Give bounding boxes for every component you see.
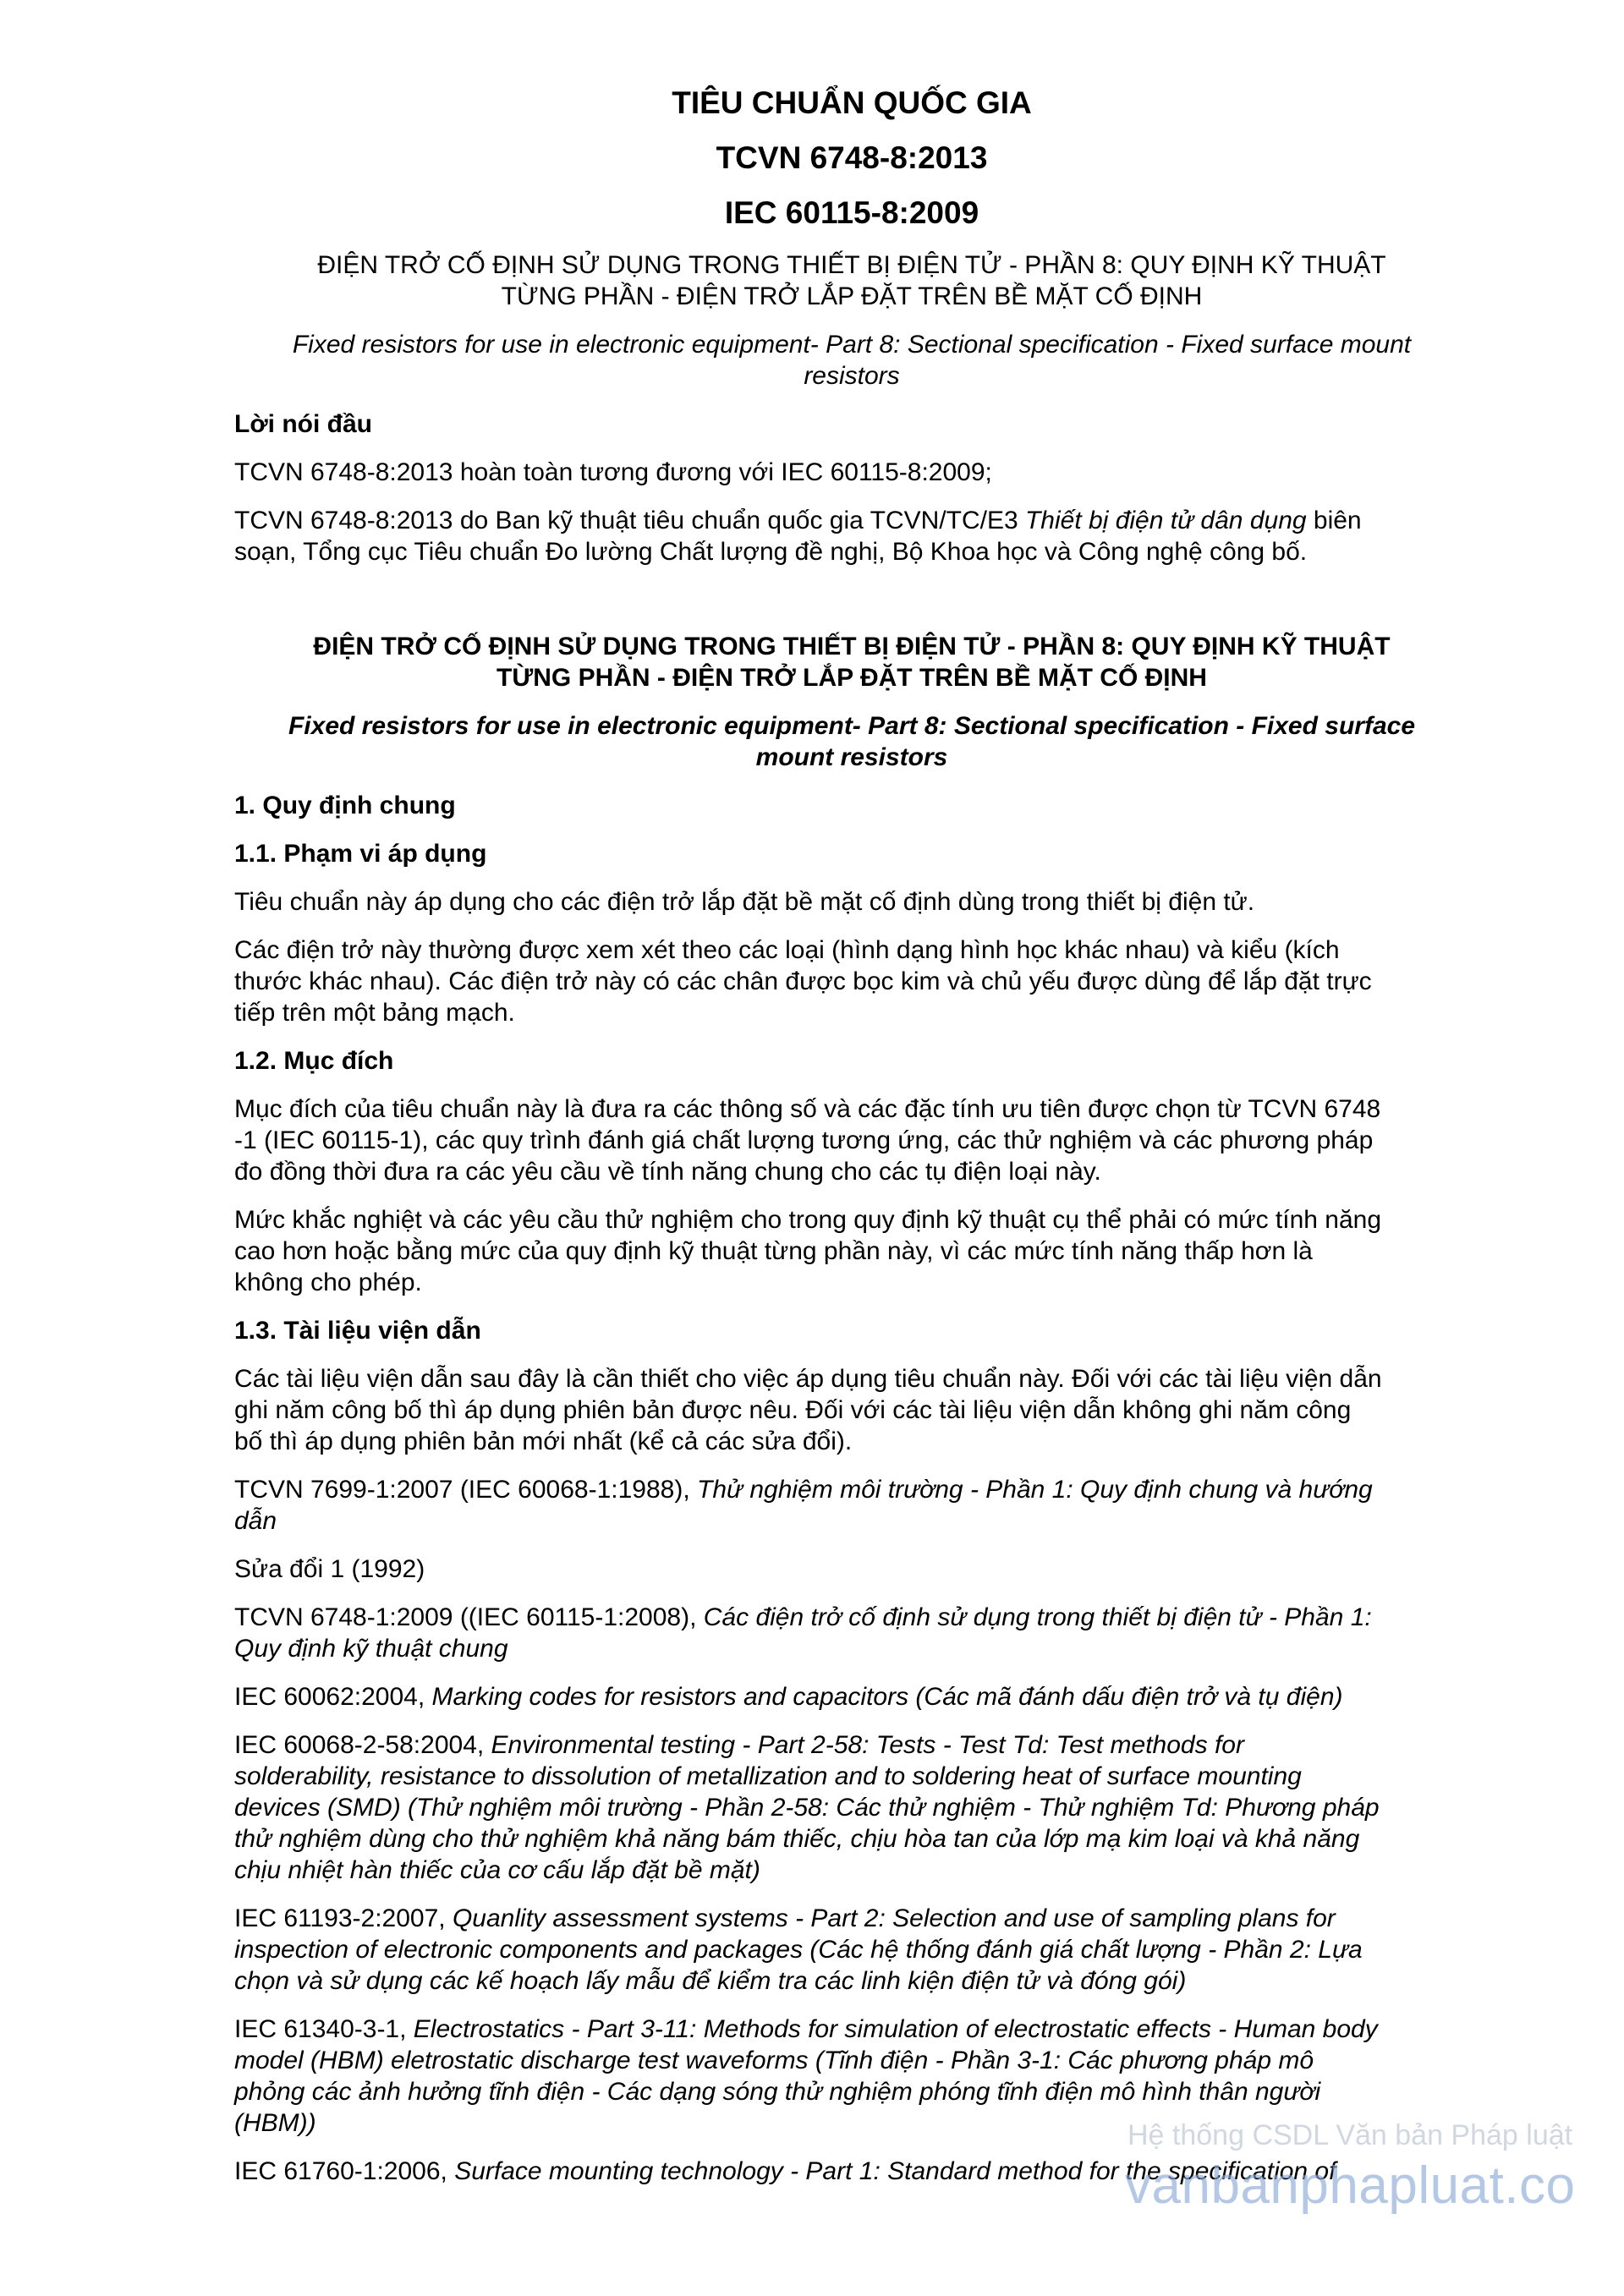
standard-code: TCVN 6748-8:2013 bbox=[716, 140, 988, 175]
body-title-vi-line1: ĐIỆN TRỞ CỐ ĐỊNH SỬ DỤNG TRONG THIẾT BỊ ĐIỆN TỬ - PHẦN 8: QUY ĐỊNH KỸ THUẬT bbox=[313, 633, 1391, 660]
foreword-heading: Lời nói đầu bbox=[234, 410, 372, 438]
reference-title: Quanlity assessment systems - Part 2: Selection and use of sampling plans for bbox=[452, 1904, 1336, 1932]
body-title-vi bbox=[234, 631, 1469, 693]
paragraph-line: đo đồng thời đưa ra các yêu cầu về tính năng chung cho các tụ điện loại này. bbox=[234, 1158, 1101, 1186]
reference-title: model (HBM) eletrostatic discharge test waveforms (Tĩnh điện - Phần 3-1: Các phương pháp mô bbox=[234, 2047, 1314, 2074]
standard-name-en-line2: resistors bbox=[804, 362, 900, 390]
reference-item bbox=[234, 1602, 1469, 1664]
reference-code: Sửa đổi 1 (1992) bbox=[234, 1555, 425, 1583]
reference-code: IEC 61193-2:2007, bbox=[234, 1904, 453, 1932]
paragraph-line: tiếp trên một bảng mạch. bbox=[234, 999, 515, 1027]
reference-item bbox=[234, 1681, 1469, 1712]
reference-code: IEC 60062:2004, bbox=[234, 1683, 432, 1711]
reference-item bbox=[234, 1553, 1469, 1585]
reference-code: IEC 61340-3-1, bbox=[234, 2015, 414, 2043]
reference-title: Environmental testing - Part 2-58: Tests - Test Td: Test methods for bbox=[491, 1731, 1244, 1759]
standard-name-vi-line1: ĐIỆN TRỞ CỐ ĐỊNH SỬ DỤNG TRONG THIẾT BỊ ĐIỆN TỬ - PHẦN 8: QUY ĐỊNH KỸ THUẬT bbox=[317, 251, 1386, 279]
document-page bbox=[234, 85, 1469, 2204]
paragraph-line: bố thì áp dụng phiên bản mới nhất (kể cả các sửa đổi). bbox=[234, 1427, 853, 1455]
reference-title: inspection of electronic components and packages (Các hệ thống đánh giá chất lượng - Phần 2: Lựa bbox=[234, 1936, 1363, 1964]
foreword-italic-text: Thiết bị điện tử dân dụng bbox=[1024, 507, 1307, 534]
watermark-logo-text: vanbanphapluat.co bbox=[1125, 2156, 1576, 2215]
foreword-text: biên bbox=[1306, 507, 1362, 534]
reference-title: devices (SMD) (Thử nghiệm môi trường - Phần 2-58: Các thử nghiệm - Thử nghiệm Td: Phương pháp bbox=[234, 1794, 1380, 1822]
body-title-en-line1: Fixed resistors for use in electronic equipment- Part 8: Sectional specification - Fixed surface bbox=[288, 712, 1416, 740]
reference-title: Electrostatics - Part 3-11: Methods for simulation of electrostatic effects - Human body bbox=[413, 2015, 1378, 2043]
section-1-1-paragraph-1: Tiêu chuẩn này áp dụng cho các điện trở lắp đặt bề mặt cố định dùng trong thiết bị điện tử. bbox=[234, 888, 1255, 916]
standard-name-vi-line2: TỪNG PHẦN - ĐIỆN TRỞ LẮP ĐẶT TRÊN BỀ MẶT CỐ ĐỊNH bbox=[501, 282, 1203, 310]
paragraph-line: Mục đích của tiêu chuẩn này là đưa ra các thông số và các đặc tính ưu tiên được chọn từ TCVN 6748 bbox=[234, 1095, 1381, 1123]
reference-title: solderability, resistance to dissolution of metallization and to soldering heat of surface mounting bbox=[234, 1762, 1302, 1790]
reference-title: Marking codes for resistors and capacitors (Các mã đánh dấu điện trở và tụ điện) bbox=[431, 1683, 1343, 1711]
reference-title: chịu nhiệt hàn thiếc của cơ cấu lắp đặt bề mặt) bbox=[234, 1856, 760, 1884]
reference-item bbox=[234, 1729, 1469, 1886]
reference-item bbox=[234, 1474, 1469, 1537]
paragraph-line: Mức khắc nghiệt và các yêu cầu thử nghiệm cho trong quy định kỹ thuật cụ thể phải có mức tính năng bbox=[234, 1206, 1382, 1234]
reference-title: (HBM)) bbox=[234, 2109, 316, 2137]
reference-item bbox=[234, 1903, 1469, 1997]
body-title-vi-line2: TỪNG PHẦN - ĐIỆN TRỞ LẮP ĐẶT TRÊN BỀ MẶT CỐ ĐỊNH bbox=[497, 664, 1207, 692]
reference-code: TCVN 7699-1:2007 (IEC 60068-1:1988), bbox=[234, 1476, 697, 1504]
paragraph-line: Các tài liệu viện dẫn sau đây là cần thiết cho việc áp dụng tiêu chuẩn này. Đối với các tài liệu viện dẫn bbox=[234, 1365, 1382, 1393]
paragraph-line: thước khác nhau). Các điện trở này có các chân được bọc kim và chủ yếu được dùng để lắp đặt trực bbox=[234, 967, 1372, 995]
reference-title: Quy định kỹ thuật chung bbox=[234, 1635, 508, 1663]
reference-title: phỏng các ảnh hưởng tĩnh điện - Các dạng sóng thử nghiệm phóng tĩnh điện mô hình thân người bbox=[234, 2078, 1321, 2106]
body-title-en-line2: mount resistors bbox=[755, 743, 948, 771]
section-1-2-paragraph-2 bbox=[234, 1204, 1469, 1298]
reference-code: IEC 60068-2-58:2004, bbox=[234, 1731, 491, 1759]
reference-title: Thử nghiệm môi trường - Phần 1: Quy định chung và hướng bbox=[697, 1476, 1373, 1504]
standard-name-en-line1: Fixed resistors for use in electronic equipment- Part 8: Sectional specification - Fixed surface mount bbox=[292, 331, 1412, 359]
reference-title: Các điện trở cố định sử dụng trong thiết bị điện tử - Phần 1: bbox=[703, 1603, 1372, 1631]
section-1-heading: 1. Quy định chung bbox=[234, 792, 456, 819]
paragraph-line: -1 (IEC 60115-1), các quy trình đánh giá chất lượng tương ứng, các thử nghiệm và các phương pháp bbox=[234, 1126, 1374, 1154]
paragraph-line: Các điện trở này thường được xem xét theo các loại (hình dạng hình học khác nhau) và kiểu (kích bbox=[234, 936, 1340, 964]
paragraph-line: không cho phép. bbox=[234, 1269, 422, 1296]
foreword-text: TCVN 6748-8:2013 do Ban kỹ thuật tiêu chuẩn quốc gia TCVN/TC/E3 bbox=[234, 507, 1025, 534]
standard-name-vi bbox=[234, 249, 1469, 312]
reference-title: dẫn bbox=[234, 1507, 277, 1535]
section-1-3-paragraph-1 bbox=[234, 1363, 1469, 1457]
section-1-3-heading: 1.3. Tài liệu viện dẫn bbox=[234, 1317, 481, 1345]
foreword-paragraph-2 bbox=[234, 505, 1469, 567]
paragraph-line: cao hơn hoặc bằng mức của quy định kỹ thuật từng phần này, vì các mức tính năng thấp hơn là bbox=[234, 1237, 1313, 1265]
standard-name-en bbox=[234, 329, 1469, 392]
watermark-caption: Hệ thống CSDL Văn bản Pháp luật bbox=[1127, 2119, 1573, 2151]
reference-code: TCVN 6748-1:2009 ((IEC 60115-1:2008), bbox=[234, 1603, 704, 1631]
paragraph-line: ghi năm công bố thì áp dụng phiên bản được nêu. Đối với các tài liệu viện dẫn không ghi năm công bbox=[234, 1396, 1352, 1424]
section-1-2-heading: 1.2. Mục đích bbox=[234, 1047, 394, 1075]
foreword-paragraph-1: TCVN 6748-8:2013 hoàn toàn tương đương với IEC 60115-8:2009; bbox=[234, 458, 992, 486]
iec-code: IEC 60115-8:2009 bbox=[724, 195, 979, 230]
reference-title: Surface mounting technology - Part 1: Standard method for the specification of bbox=[454, 2157, 1336, 2185]
foreword-text: soạn, Tổng cục Tiêu chuẩn Đo lường Chất lượng đề nghị, Bộ Khoa học và Công nghệ công bố. bbox=[234, 538, 1308, 566]
section-1-1-paragraph-2 bbox=[234, 934, 1469, 1028]
reference-code: IEC 61760-1:2006, bbox=[234, 2157, 455, 2185]
reference-title: thử nghiệm dùng cho thử nghiệm khả năng bám thiếc, chịu hòa tan của lớp mạ kim loại và khả năng bbox=[234, 1825, 1360, 1853]
reference-title: chọn và sử dụng các kế hoạch lấy mẫu để kiểm tra các linh kiện điện tử và đóng gói) bbox=[234, 1967, 1187, 1995]
section-1-1-heading: 1.1. Phạm vi áp dụng bbox=[234, 840, 487, 868]
section-1-2-paragraph-1 bbox=[234, 1093, 1469, 1187]
reference-list bbox=[234, 1474, 1469, 2187]
document-title: TIÊU CHUẨN QUỐC GIA bbox=[672, 85, 1032, 120]
body-title-en bbox=[234, 710, 1469, 773]
